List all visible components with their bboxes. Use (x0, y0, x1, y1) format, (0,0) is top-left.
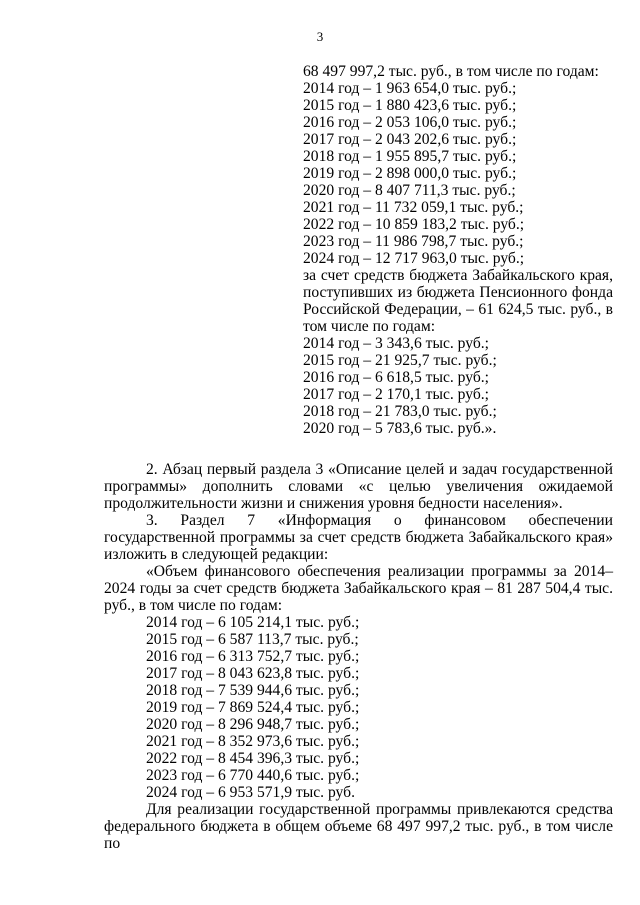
regional-year-list (104, 614, 613, 801)
list-item: 2019 год – 7 869 524,4 тыс. руб.; (146, 699, 360, 716)
list-item: 2023 год – 11 986 798,7 тыс. руб.; (303, 233, 524, 250)
list-item: 2022 год – 10 859 183,2 тыс. руб.; (303, 216, 525, 233)
federal-funding-block (303, 63, 613, 437)
pension-fund-paragraph (303, 267, 613, 335)
list-item: 2024 год – 6 953 571,9 тыс. руб. (146, 784, 355, 801)
list-item: 2020 год – 5 783,6 тыс. руб.». (303, 420, 497, 437)
list-item: 2018 год – 1 955 895,7 тыс. руб.; (303, 148, 517, 165)
amendment-item-3: 3. Раздел 7 «Информация о финансовом обеспечении государственной программы за счет средств бюджета Забайкальского края» изложить в следующей редакции: (104, 512, 613, 563)
list-item: 2016 год – 6 313 752,7 тыс. руб.; (146, 648, 360, 665)
amendments-section (104, 461, 613, 852)
list-item: 2017 год – 2 170,1 тыс. руб.; (303, 386, 490, 403)
text-line: поступивших из бюджета Пенсионного фонда (303, 284, 613, 301)
list-item: 2019 год – 2 898 000,0 тыс. руб.; (303, 165, 517, 182)
text-line: Российской Федерации, – 61 624,5 тыс. руб., в (303, 301, 613, 318)
list-item: 2018 год – 7 539 944,6 тыс. руб.; (146, 682, 360, 699)
text-line: за счет средств бюджета Забайкальского края, (303, 267, 613, 284)
federal-budget-paragraph: Для реализации государственной программы привлекаются средства федерального бюджета в общем объеме 68 497 997,2 тыс. руб., в том числе по (104, 801, 613, 852)
federal-year-list (303, 80, 613, 267)
list-item: 2015 год – 6 587 113,7 тыс. руб.; (146, 631, 359, 648)
list-item: 2014 год – 3 343,6 тыс. руб.; (303, 335, 490, 352)
federal-funding-intro: 68 497 997,2 тыс. руб., в том числе по годам: (303, 63, 599, 80)
text-line: том числе по годам: (303, 318, 436, 335)
list-item: 2021 год – 8 352 973,6 тыс. руб.; (146, 733, 360, 750)
pension-year-list (303, 335, 613, 437)
list-item: 2016 год – 6 618,5 тыс. руб.; (303, 369, 490, 386)
list-item: 2017 год – 8 043 623,8 тыс. руб.; (146, 665, 360, 682)
list-item: 2014 год – 1 963 654,0 тыс. руб.; (303, 80, 517, 97)
list-item: 2023 год – 6 770 440,6 тыс. руб.; (146, 767, 360, 784)
list-item: 2016 год – 2 053 106,0 тыс. руб.; (303, 114, 517, 131)
list-item: 2014 год – 6 105 214,1 тыс. руб.; (146, 614, 360, 631)
list-item: 2015 год – 21 925,7 тыс. руб.; (303, 352, 497, 369)
list-item: 2021 год – 11 732 059,1 тыс. руб.; (303, 199, 524, 216)
page-number: 3 (316, 29, 324, 44)
list-item: 2022 год – 8 454 396,3 тыс. руб.; (146, 750, 360, 767)
funding-quote-intro: «Объем финансового обеспечения реализации программы за 2014–2024 годы за счет средств бюджета Забайкальского края – 81 287 504,4 тыс. руб., в том числе по годам: (104, 563, 613, 614)
list-item: 2020 год – 8 407 711,3 тыс. руб.; (303, 182, 516, 199)
list-item: 2020 год – 8 296 948,7 тыс. руб.; (146, 716, 360, 733)
amendment-item-2: 2. Абзац первый раздела 3 «Описание целей и задач государственной программы» дополнить словами «с целью увеличения ожидаемой продолжительности жизни и снижения уровня бедности населения». (104, 461, 613, 512)
list-item: 2015 год – 1 880 423,6 тыс. руб.; (303, 97, 517, 114)
list-item: 2018 год – 21 783,0 тыс. руб.; (303, 403, 497, 420)
list-item: 2017 год – 2 043 202,6 тыс. руб.; (303, 131, 517, 148)
list-item: 2024 год – 12 717 963,0 тыс. руб.; (303, 250, 525, 267)
